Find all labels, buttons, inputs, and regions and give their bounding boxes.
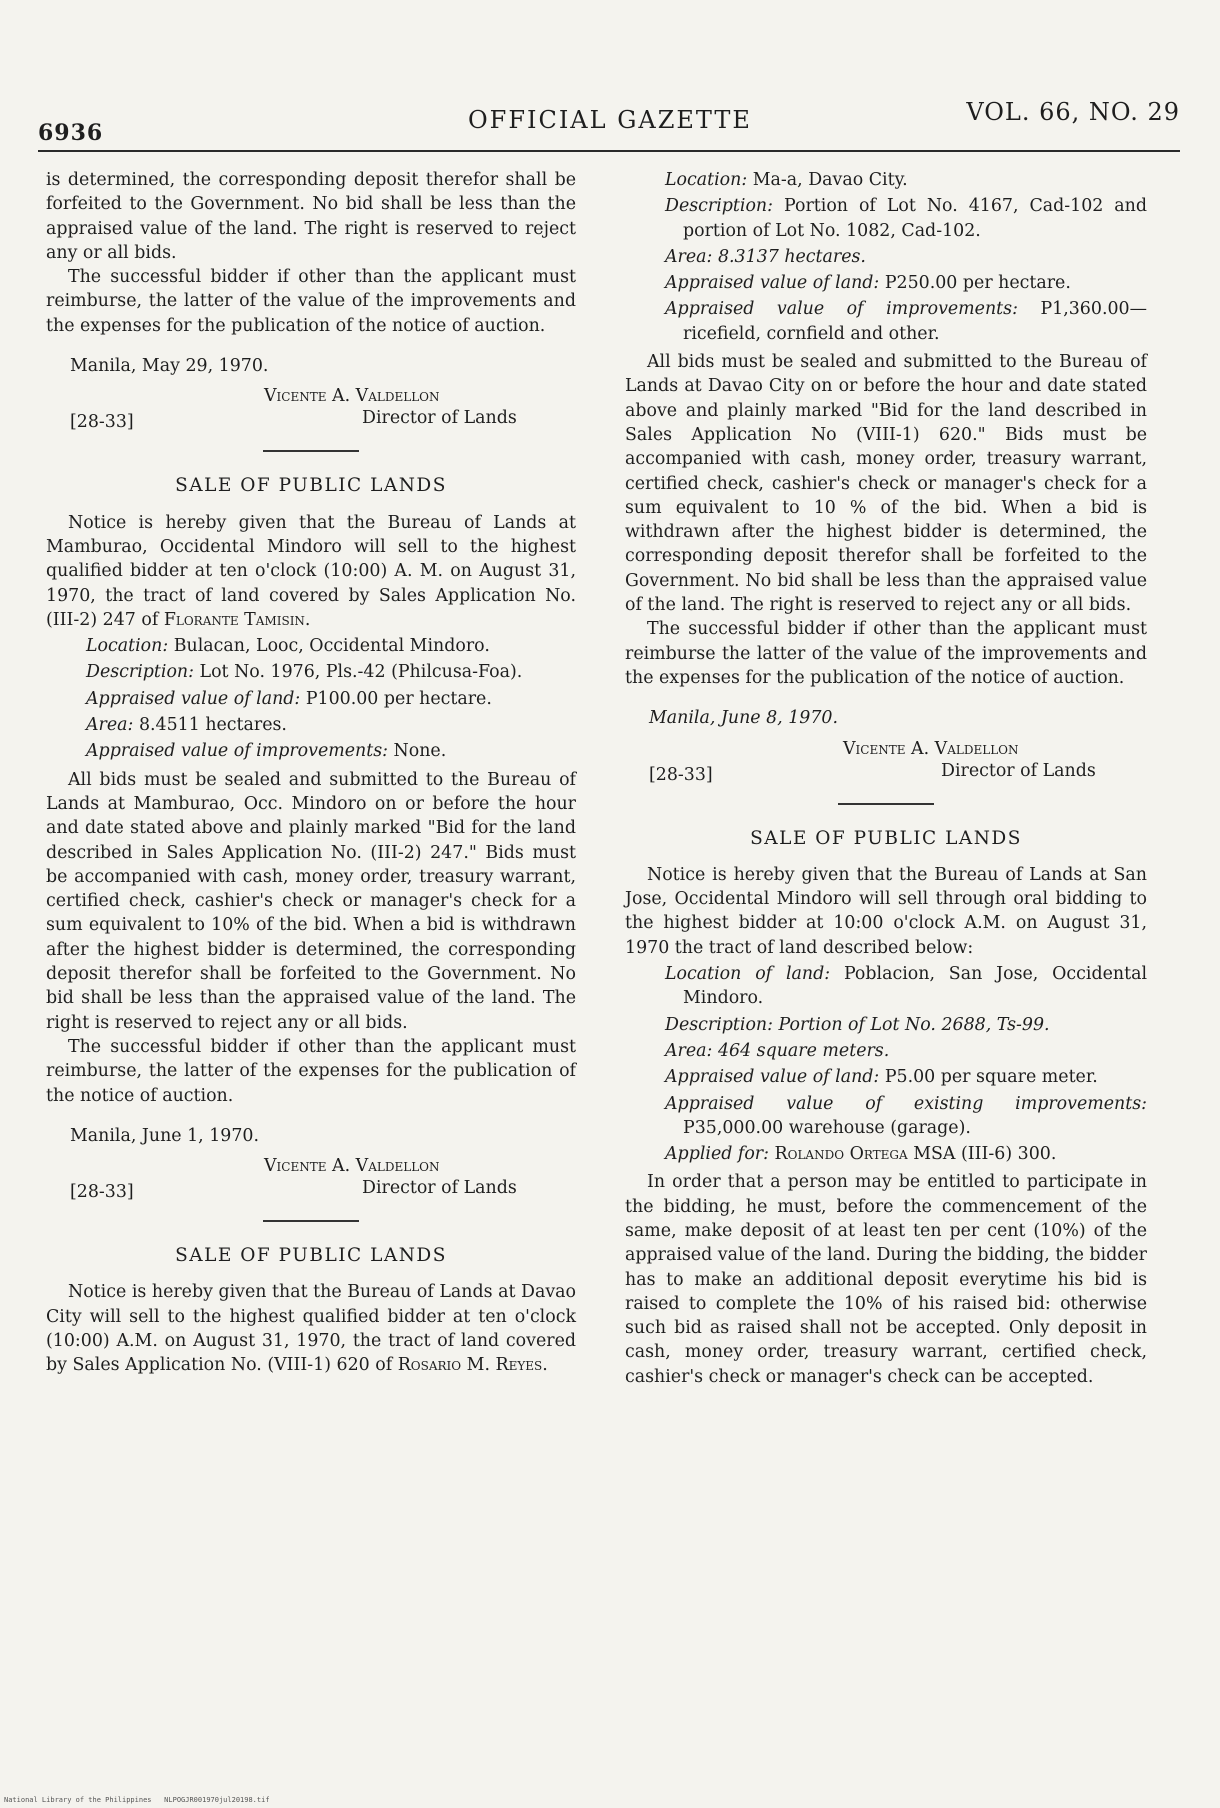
improvements-field: Appraised value of improvements: None. — [86, 741, 447, 762]
signatory-role: Director of Lands — [362, 1178, 517, 1199]
applied-for-field: Applied for: Rolando Ortega MSA (III-6) 300. — [665, 1144, 1057, 1165]
land-value-field: Appraised value of land: P250.00 per hectare. — [665, 273, 1071, 294]
notice-davao — [46, 1244, 576, 1377]
notice-date: Manila, May 29, 1970. — [70, 356, 269, 377]
improvements-field: Appraised value of improvements: P1,360.00—ricefield, cornfield and other. — [665, 299, 1147, 344]
location-field: Location: Bulacan, Looc, Occidental Mindoro. — [86, 636, 490, 657]
right-column — [625, 168, 1147, 1389]
signatory-role: Director of Lands — [362, 408, 517, 429]
notice-heading: SALE OF PUBLIC LANDS — [175, 475, 447, 497]
description-field: Description: Portion of Lot No. 2688, Ts-99. — [665, 1014, 1050, 1035]
location-field: Location of land: Poblacion, San Jose, Occidental Mindoro. — [665, 964, 1148, 1009]
notice-mamburao — [46, 474, 576, 1206]
notice-intro: Notice is hereby given that the Bureau of Lands at Mamburao, Occidental Mindoro will sell to the highest qualified bidder at ten o'clock (10:00) A. M. on August 31, 1970, the tract of land covered by Sales Application No. (III-2) 247 of Florante Tamisin. — [46, 512, 576, 630]
applicant-name: Rosario M. Reyes. — [397, 1355, 548, 1376]
scan-footer — [4, 1796, 270, 1804]
notice-davao-continued — [625, 168, 1147, 789]
reimburse-paragraph: The successful bidder if other than the applicant must reimburse the latter of the value of the improvements and the expenses for the publication of the notice of auction. — [625, 619, 1147, 688]
scan-filename: NLPOGJR001970jul20198.tif — [164, 1796, 270, 1804]
header-rule — [38, 150, 1180, 152]
signatory-name: Vicente A. Valdellon — [264, 1156, 440, 1177]
area-field: Area: 464 square meters. — [665, 1040, 890, 1061]
issue-code: [28-33] — [70, 412, 134, 433]
page-number: 6936 — [38, 120, 104, 146]
land-value-field: Appraised value of land: P100.00 per hectare. — [86, 688, 492, 709]
improvements-field: Appraised value of existing improvements: P35,000.00 warehouse (garage). — [665, 1093, 1147, 1138]
bids-paragraph: All bids must be sealed and submitted to the Bureau of Lands at Davao City on or before the hour and date stated above and plainly marked "Bid for the land described in Sales Application No (VIII-1) 620." Bids must be accompanied with cash, money order, treasury warrant, certified check, cashier's check or manager's check for a sum equivalent to 10 % of the bid. When a bid is withdrawn after the highest bidder is determined, the corresponding deposit therefor shall be forfeited to the Government. No bid shall be less than the appraised value of the land. The right is reserved to reject any or all bids. — [625, 352, 1147, 616]
notice-date: Manila, June 1, 1970. — [70, 1125, 260, 1146]
volume-number: VOL. 66, NO. 29 — [966, 98, 1180, 126]
description-field: Description: Portion of Lot No. 4167, Cad-102 and portion of Lot No. 1082, Cad-102. — [665, 196, 1148, 241]
signatory-name: Vicente A. Valdellon — [843, 738, 1019, 759]
signatory-name: Vicente A. Valdellon — [264, 386, 440, 407]
notice-heading: SALE OF PUBLIC LANDS — [175, 1245, 447, 1267]
publication-title: OFFICIAL GAZETTE — [468, 106, 752, 134]
library-credit: National Library of the Philippines — [4, 1796, 152, 1804]
deposit-paragraph: In order that a person may be entitled to participate in the bidding, he must, before the commencement of the same, make deposit of at least ten per cent (10%) of the appraised value of the land. During the bidding, the bidder has to make an additional deposit everytime his bid is raised to complete the 10% of his raised bid: otherwise such bid as raised shall not be accepted. Only deposit in cash, money order, treasury warrant, certified check, cashier's check or manager's check can be accepted. — [625, 1172, 1147, 1387]
reimburse-paragraph: The successful bidder if other than the applicant must reimburse, the latter of the expenses for the publication of the notice of auction. — [46, 1036, 576, 1106]
issue-code: [28-33] — [70, 1182, 134, 1203]
signature-block — [46, 384, 576, 436]
land-value-field: Appraised value of land: P5.00 per square meter. — [665, 1067, 1098, 1088]
description-field: Description: Lot No. 1976, Pls.-42 (Philcusa-Foa). — [86, 662, 523, 683]
page-header — [38, 98, 1180, 146]
applicant-name: Florante Tamisin. — [163, 609, 311, 630]
reimburse-paragraph: The successful bidder if other than the applicant must reimburse, the latter of the value of the improvements and the expenses for the publication of the notice of auction. — [46, 267, 576, 336]
notice-san-jose — [625, 827, 1147, 1390]
section-divider — [263, 1220, 359, 1222]
location-field: Location: Ma-a, Davao City. — [665, 170, 908, 190]
area-field: Area: 8.3137 hectares. — [665, 246, 866, 267]
left-column — [46, 168, 576, 1378]
notice-date: Manila, June 8, 1970. — [649, 708, 839, 729]
signature-block — [625, 737, 1147, 789]
signatory-role: Director of Lands — [941, 760, 1096, 781]
signature-block — [46, 1154, 576, 1206]
issue-code: [28-33] — [649, 764, 713, 785]
bids-paragraph: All bids must be sealed and submitted to the Bureau of Lands at Mamburao, Occ. Mindoro on or before the hour and date stated above and plainly marked "Bid for the land described in Sales Application No. (III-2) 247." Bids must be accompanied with cash, money order, treasury warrant, certified check, cashier's check or manager's check for a sum equivalent to 10% of the bid. When a bid is withdrawn after the highest bidder is determined, the corresponding deposit therefor shall be forfeited to the Government. No bid shall be less than the appraised value of the land. The right is reserved to reject any or all bids. — [46, 769, 576, 1033]
area-field: Area: 8.4511 hectares. — [86, 715, 287, 736]
notice-heading: SALE OF PUBLIC LANDS — [750, 827, 1022, 849]
section-divider — [263, 450, 359, 452]
notice-intro: Notice is hereby given that the Bureau of Lands at San Jose, Occidental Mindoro will sell through oral bidding to the highest bidder at 10:00 o'clock A.M. on August 31, 1970 the tract of land described below: — [625, 864, 1147, 958]
continued-paragraph: is determined, the corresponding deposit therefor shall be forfeited to the Government. No bid shall be less than the appraised value of the land. The right is reserved to reject any or all bids. — [46, 170, 576, 263]
notice-intro: Notice is hereby given that the Bureau of Lands at Davao City will sell to the highest qualified bidder at ten o'clock (10:00) A.M. on August 31, 1970, the tract of land covered by Sales Application No. (VIII-1) 620 of Rosario M. Reyes. — [46, 1282, 576, 1376]
section-divider — [838, 803, 934, 805]
